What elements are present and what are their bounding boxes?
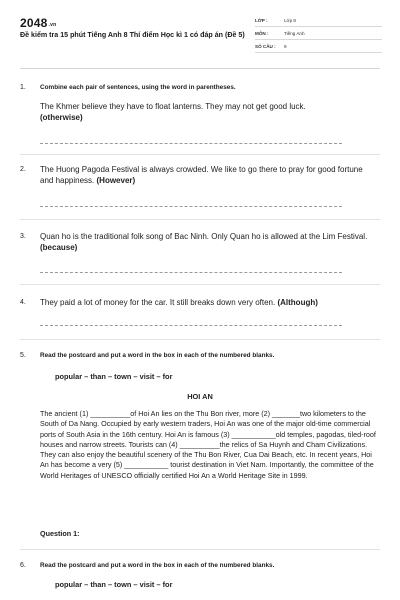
- divider: [20, 219, 380, 220]
- word-bank: popular – than – town – visit – for: [55, 580, 173, 589]
- header-divider: [20, 68, 380, 69]
- divider: [20, 154, 380, 155]
- question-instruction: Combine each pair of sentences, using the word in parentheses.: [40, 84, 236, 91]
- meta-count: [255, 42, 382, 53]
- question-number: 4.: [20, 299, 26, 306]
- question-sentence: The Huong Pagoda Festival is always crowded. We like to go there to pray for good fortune and happiness.: [40, 165, 363, 185]
- answer-line-3[interactable]: [40, 272, 342, 273]
- divider: [20, 284, 380, 285]
- page-title: Đề kiểm tra 15 phút Tiếng Anh 8 Thí điểm Học kì 1 có đáp án (Đề 5): [20, 31, 245, 39]
- question-keyword: (because): [40, 243, 78, 252]
- question-keyword: (otherwise): [40, 113, 83, 122]
- question-number: 5.: [20, 352, 26, 359]
- question-instruction: Read the postcard and put a word in the box in each of the numbered blanks.: [40, 352, 275, 359]
- question-sentence: They paid a lot of money for the car. It still breaks down very often.: [40, 298, 276, 307]
- question-sentence: Quan ho is the traditional folk song of Bac Ninh. Only Quan ho is allowed at the Lim Festival.: [40, 232, 368, 241]
- meta-subject-value: Tiếng Anh: [284, 31, 305, 36]
- question-instruction: Read the postcard and put a word in the box in each of the numbered blanks.: [40, 562, 275, 569]
- question-text: [40, 297, 378, 308]
- meta-count-key: SỐ CÂU :: [255, 44, 276, 49]
- meta-class-value: Lớp 8: [284, 18, 296, 23]
- question-keyword: (However): [96, 176, 136, 185]
- meta-subject-key: MÔN :: [255, 31, 269, 36]
- site-logo[interactable]: [20, 16, 56, 30]
- word-bank: popular – than – town – visit – for: [55, 372, 173, 381]
- divider: [20, 339, 380, 340]
- meta-class: [255, 16, 382, 27]
- meta-class-key: LỚP :: [255, 18, 268, 23]
- question-label: Question 1:: [40, 529, 80, 538]
- logo-main: 2048: [20, 16, 48, 30]
- header: [0, 0, 400, 66]
- passage-heading: HOI AN: [187, 392, 213, 401]
- question-text: [40, 164, 378, 186]
- question-number: 1.: [20, 84, 26, 91]
- question-keyword: (Although): [277, 298, 318, 307]
- question-number: 2.: [20, 166, 26, 173]
- question-text: [40, 231, 378, 253]
- question-number: 6.: [20, 562, 26, 569]
- question-number: 3.: [20, 233, 26, 240]
- logo-sub: .vn: [48, 22, 57, 28]
- answer-line-1[interactable]: [40, 143, 342, 144]
- answer-line-2[interactable]: [40, 206, 342, 207]
- question-sentence: The Khmer believe they have to float lanterns. They may not get good luck.: [40, 102, 306, 111]
- meta-subject: [255, 29, 382, 40]
- question-text: [40, 101, 378, 123]
- answer-line-4[interactable]: [40, 325, 342, 326]
- divider: [20, 549, 380, 550]
- passage-text: The ancient (1) __________of Hoi An lies on the Thu Bon river, more (2) _______two kilometers to the South of Da Nang. Occupied by early western traders, Hoi An was one of the major old-time commercial ports of South Asia in the 16th century. Hoi An is famous (3) ___________old temples, pagodas, tiled-roof houses and narrow streets. Tourists can (4) __________the relics of Sa Huynh and Cham Civilizations. They can also enjoy the beautiful scenery of the Thu Bon River, Cua Dai Beach, etc. In recent years, Hoi An has become a very (5) ___________ tourist destination in Viet Nam. Importantly, the committee of the World Heritages of UNESCO officially certified Hoi An a World Heritage Site in 1999.: [40, 409, 376, 480]
- meta-count-value: 9: [284, 44, 287, 49]
